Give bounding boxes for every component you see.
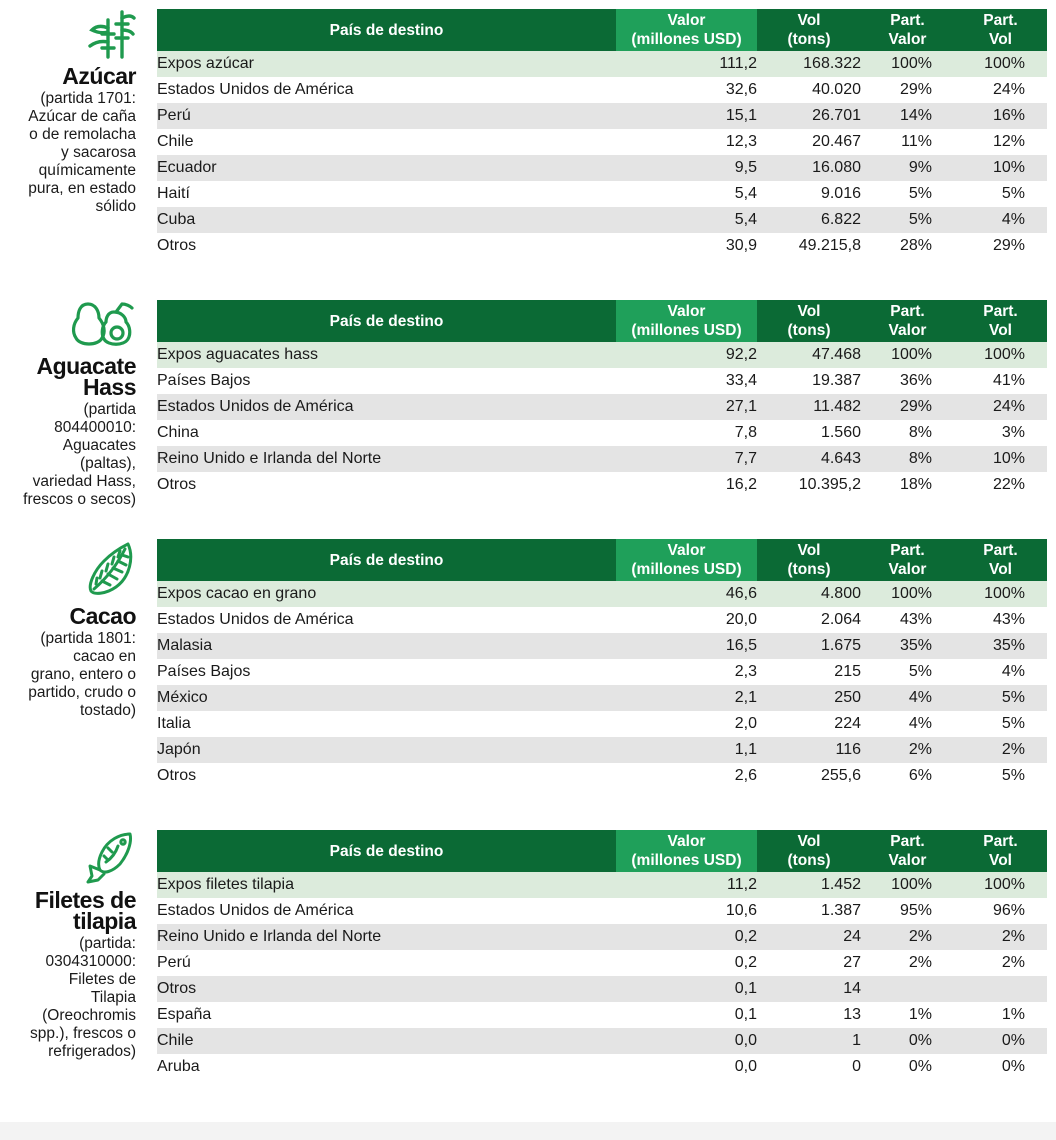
cell-part-vol: 0% [954,1054,1047,1080]
cell-part-vol: 96% [954,898,1047,924]
cell-vol: 168.322 [757,51,861,77]
col-header-pais: País de destino [157,300,616,342]
cell-part-vol: 16% [954,103,1047,129]
cell-pais: Ecuador [157,155,616,181]
col-header-vol: Vol (tons) [757,9,861,51]
cell-part-valor: 1% [861,1002,954,1028]
cell-part-valor: 9% [861,155,954,181]
product-desc-line: o de remolacha [29,126,136,143]
cell-valor: 7,8 [616,420,757,446]
col-header-part-vol: Part. Vol [954,539,1047,581]
cell-pais: México [157,685,616,711]
page-footer-band [0,1122,1056,1140]
cell-part-valor: 2% [861,924,954,950]
cell-vol: 13 [757,1002,861,1028]
table-header [157,9,1047,51]
cell-vol: 1.560 [757,420,861,446]
product-name: Filetes de [34,887,136,913]
cell-pais: Perú [157,950,616,976]
product-label [0,830,136,1061]
cell-part-vol: 100% [954,342,1047,368]
cell-valor: 0,0 [616,1028,757,1054]
cell-pais: Reino Unido e Irlanda del Norte [157,924,616,950]
cell-part-vol: 2% [954,737,1047,763]
cell-pais: Países Bajos [157,659,616,685]
product-desc-line: sólido [95,198,136,215]
cell-pais: Japón [157,737,616,763]
table-row [157,155,1047,181]
product-desc-line: 0304310000: [45,953,136,970]
cell-vol: 215 [757,659,861,685]
col-header-part-valor: Part. Valor [861,300,954,342]
cell-valor: 15,1 [616,103,757,129]
product-desc-line: variedad Hass, [32,473,136,490]
col-header-vol: Vol (tons) [757,539,861,581]
cell-part-vol: 2% [954,924,1047,950]
cell-vol: 16.080 [757,155,861,181]
cell-part-vol: 100% [954,51,1047,77]
cell-vol: 2.064 [757,607,861,633]
cell-part-valor: 100% [861,342,954,368]
table-row-total [157,342,1047,368]
cell-valor: 46,6 [616,581,757,607]
cell-part-valor: 29% [861,394,954,420]
product-desc-line: Tilapia [90,989,136,1006]
cell-vol: 40.020 [757,77,861,103]
cell-part-valor: 6% [861,763,954,789]
product-desc-line: pura, en estado [28,180,136,197]
product-label [0,8,136,216]
cell-part-valor: 18% [861,472,954,498]
cell-pais: Estados Unidos de América [157,898,616,924]
cell-vol: 14 [757,976,861,1002]
product-desc-line: (partida 1801: [40,630,136,647]
cell-pais: Expos filetes tilapia [157,872,616,898]
cell-part-valor: 95% [861,898,954,924]
cell-pais: Estados Unidos de América [157,394,616,420]
table-row [157,1028,1047,1054]
cell-vol: 20.467 [757,129,861,155]
cell-part-vol: 12% [954,129,1047,155]
product-desc-line: cacao en [73,648,136,665]
cell-part-valor: 43% [861,607,954,633]
cell-valor: 2,0 [616,711,757,737]
cell-pais: Otros [157,763,616,789]
cell-part-vol: 41% [954,368,1047,394]
table-row [157,394,1047,420]
cell-part-valor: 5% [861,659,954,685]
table-row [157,737,1047,763]
cell-valor: 92,2 [616,342,757,368]
export-table [157,830,1047,1080]
table-header [157,830,1047,872]
col-header-part-valor: Part. Valor [861,9,954,51]
cell-valor: 16,2 [616,472,757,498]
table-row [157,103,1047,129]
cell-pais: Otros [157,976,616,1002]
table-row [157,950,1047,976]
cell-part-vol: 10% [954,446,1047,472]
table-row [157,633,1047,659]
cell-part-valor: 5% [861,207,954,233]
table-row [157,181,1047,207]
cell-pais: Chile [157,129,616,155]
cell-vol: 10.395,2 [757,472,861,498]
cell-valor: 0,1 [616,1002,757,1028]
cell-pais: Italia [157,711,616,737]
cell-part-vol: 29% [954,233,1047,259]
cell-vol: 4.643 [757,446,861,472]
cell-vol: 1 [757,1028,861,1054]
product-label [0,541,136,720]
cell-part-vol: 5% [954,711,1047,737]
table-row [157,420,1047,446]
table-row [157,129,1047,155]
cell-part-vol: 24% [954,394,1047,420]
cell-valor: 33,4 [616,368,757,394]
cell-pais: Países Bajos [157,368,616,394]
cell-vol: 24 [757,924,861,950]
cell-part-vol: 0% [954,1028,1047,1054]
cell-vol: 1.387 [757,898,861,924]
table-row [157,472,1047,498]
cell-valor: 7,7 [616,446,757,472]
product-desc-line: Aguacates [62,437,136,454]
product-name: Azúcar [62,63,136,89]
table-row [157,763,1047,789]
cell-valor: 2,6 [616,763,757,789]
cell-part-vol: 24% [954,77,1047,103]
col-header-part-vol: Part. Vol [954,830,1047,872]
cell-pais: China [157,420,616,446]
cell-valor: 5,4 [616,207,757,233]
cell-part-valor: 2% [861,950,954,976]
table-header [157,539,1047,581]
col-header-part-vol: Part. Vol [954,9,1047,51]
cell-pais: Aruba [157,1054,616,1080]
cell-valor: 111,2 [616,51,757,77]
cell-pais: Estados Unidos de América [157,607,616,633]
cell-part-valor [861,976,954,1002]
cell-valor: 11,2 [616,872,757,898]
cell-pais: Chile [157,1028,616,1054]
cell-pais: Haití [157,181,616,207]
table-header [157,300,1047,342]
cell-valor: 20,0 [616,607,757,633]
product-desc-line: (paltas), [80,455,136,472]
table-row [157,659,1047,685]
product-desc-line: refrigerados) [48,1043,136,1060]
cell-vol: 47.468 [757,342,861,368]
cell-part-vol: 22% [954,472,1047,498]
table-row [157,446,1047,472]
cell-valor: 30,9 [616,233,757,259]
cell-part-vol: 4% [954,659,1047,685]
cacao-pod-icon [88,541,136,597]
product-desc-line: tostado) [79,702,136,719]
col-header-pais: País de destino [157,539,616,581]
table-row-total [157,51,1047,77]
table-row [157,976,1047,1002]
table-row [157,1002,1047,1028]
cell-part-valor: 100% [861,51,954,77]
cell-valor: 0,0 [616,1054,757,1080]
cell-pais: Estados Unidos de América [157,77,616,103]
table-row-total [157,581,1047,607]
table-row [157,924,1047,950]
table-row-total [157,872,1047,898]
cell-valor: 32,6 [616,77,757,103]
col-header-valor: Valor (millones USD) [616,539,757,581]
cell-valor: 16,5 [616,633,757,659]
product-desc-line: (partida [83,401,136,418]
product-desc-line: químicamente [38,162,136,179]
cell-pais: España [157,1002,616,1028]
cell-part-valor: 11% [861,129,954,155]
cell-part-vol: 43% [954,607,1047,633]
cell-valor: 5,4 [616,181,757,207]
col-header-pais: País de destino [157,9,616,51]
product-name: Aguacate [36,353,136,379]
product-name: Hass [83,374,136,400]
product-desc-line: (Oreochromis [42,1007,136,1024]
product-desc-line: partido, crudo o [28,684,136,701]
col-header-valor: Valor (millones USD) [616,9,757,51]
cell-part-vol: 5% [954,763,1047,789]
cell-valor: 27,1 [616,394,757,420]
cell-part-valor: 28% [861,233,954,259]
fish-icon [86,830,136,884]
cell-valor: 1,1 [616,737,757,763]
cell-part-vol: 1% [954,1002,1047,1028]
cell-vol: 9.016 [757,181,861,207]
product-desc-line: frescos o secos) [23,491,136,508]
table-row [157,77,1047,103]
cell-pais: Malasia [157,633,616,659]
cell-part-valor: 0% [861,1028,954,1054]
cell-pais: Otros [157,472,616,498]
cell-part-valor: 8% [861,420,954,446]
cell-part-vol: 10% [954,155,1047,181]
cell-part-valor: 100% [861,872,954,898]
cell-valor: 0,2 [616,950,757,976]
cell-pais: Reino Unido e Irlanda del Norte [157,446,616,472]
cell-pais: Otros [157,233,616,259]
cell-vol: 116 [757,737,861,763]
cell-part-valor: 5% [861,181,954,207]
table-row [157,607,1047,633]
col-header-pais: País de destino [157,830,616,872]
cell-vol: 19.387 [757,368,861,394]
cell-vol: 255,6 [757,763,861,789]
cell-part-valor: 29% [861,77,954,103]
product-desc-line: (partida 1701: [40,90,136,107]
cell-pais: Expos aguacates hass [157,342,616,368]
cell-pais: Cuba [157,207,616,233]
cell-vol: 1.452 [757,872,861,898]
cell-part-valor: 8% [861,446,954,472]
product-desc-line: Azúcar de caña [28,108,136,125]
col-header-valor: Valor (millones USD) [616,300,757,342]
col-header-part-valor: Part. Valor [861,830,954,872]
product-desc-line: grano, entero o [30,666,136,683]
cell-vol: 6.822 [757,207,861,233]
table-row [157,685,1047,711]
cell-part-vol: 2% [954,950,1047,976]
cell-valor: 2,3 [616,659,757,685]
cell-part-vol: 100% [954,872,1047,898]
cell-vol: 0 [757,1054,861,1080]
product-name: tilapia [73,908,136,934]
cell-valor: 0,1 [616,976,757,1002]
table-row [157,368,1047,394]
cell-part-valor: 36% [861,368,954,394]
cell-valor: 12,3 [616,129,757,155]
product-name: Cacao [69,603,136,629]
cell-part-valor: 4% [861,685,954,711]
cell-valor: 10,6 [616,898,757,924]
table-row [157,1054,1047,1080]
sugarcane-icon [84,8,136,60]
cell-vol: 26.701 [757,103,861,129]
product-desc-line: spp.), frescos o [30,1025,136,1042]
cell-vol: 27 [757,950,861,976]
product-desc-line: Filetes de [68,971,136,988]
cell-part-valor: 35% [861,633,954,659]
table-row [157,233,1047,259]
cell-part-valor: 4% [861,711,954,737]
product-desc-line: 804400010: [54,419,136,436]
cell-pais: Expos cacao en grano [157,581,616,607]
export-table [157,539,1047,789]
cell-part-valor: 100% [861,581,954,607]
cell-part-vol: 3% [954,420,1047,446]
cell-valor: 0,2 [616,924,757,950]
cell-part-vol [954,976,1047,1002]
col-header-vol: Vol (tons) [757,300,861,342]
cell-pais: Expos azúcar [157,51,616,77]
col-header-part-vol: Part. Vol [954,300,1047,342]
cell-part-vol: 100% [954,581,1047,607]
table-row [157,207,1047,233]
cell-vol: 1.675 [757,633,861,659]
cell-part-valor: 0% [861,1054,954,1080]
col-header-vol: Vol (tons) [757,830,861,872]
product-label [0,300,136,509]
cell-pais: Perú [157,103,616,129]
export-table [157,300,1047,498]
export-table [157,9,1047,259]
cell-part-vol: 5% [954,181,1047,207]
avocado-icon [70,300,136,348]
cell-vol: 224 [757,711,861,737]
cell-valor: 9,5 [616,155,757,181]
cell-vol: 49.215,8 [757,233,861,259]
cell-vol: 4.800 [757,581,861,607]
cell-part-vol: 35% [954,633,1047,659]
cell-part-vol: 4% [954,207,1047,233]
col-header-valor: Valor (millones USD) [616,830,757,872]
cell-part-valor: 14% [861,103,954,129]
table-row [157,711,1047,737]
table-row [157,898,1047,924]
product-desc-line: (partida: [79,935,136,952]
cell-vol: 11.482 [757,394,861,420]
product-desc-line: y sacarosa [61,144,136,161]
cell-vol: 250 [757,685,861,711]
cell-part-vol: 5% [954,685,1047,711]
col-header-part-valor: Part. Valor [861,539,954,581]
cell-valor: 2,1 [616,685,757,711]
cell-part-valor: 2% [861,737,954,763]
